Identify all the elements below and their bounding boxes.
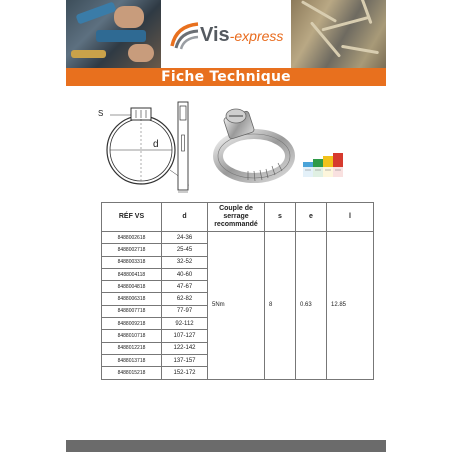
cell-d: 137-157 <box>162 354 208 366</box>
cell-ref: 8488009218 <box>102 318 162 330</box>
datasheet-page <box>66 0 386 452</box>
header-photo-tools <box>66 0 161 68</box>
label-d: d <box>153 139 159 150</box>
cell-d: 25-45 <box>162 244 208 256</box>
table-row <box>102 232 374 244</box>
cell-ref: 8488003318 <box>102 256 162 268</box>
quality-rating-badge <box>303 153 345 177</box>
cell-ref: 8488004818 <box>102 281 162 293</box>
col-header-ref: RÉF VS <box>102 203 162 232</box>
col-header-e: e <box>296 203 327 232</box>
hose-clamp-photo <box>208 100 300 192</box>
col-header-l: l <box>327 203 374 232</box>
vis-express-logo <box>170 20 284 50</box>
cell-ref: 8488015218 <box>102 367 162 379</box>
cell-d: 24-36 <box>162 232 208 244</box>
cell-ref: 8488002618 <box>102 232 162 244</box>
header-photo-screws <box>291 0 386 68</box>
table-header-row <box>102 203 374 232</box>
logo-brand-text: Vis <box>200 24 230 46</box>
cell-ref: 8488004118 <box>102 268 162 280</box>
cell-ref: 8488007718 <box>102 305 162 317</box>
cell-e: 0.63 <box>296 232 327 380</box>
header-banner <box>66 0 386 68</box>
col-header-couple: Couple de serrage recommandé <box>208 203 265 232</box>
cell-couple: 5Nm <box>208 232 265 380</box>
logo-suffix-text: -express <box>229 28 284 44</box>
cell-d: 107-127 <box>162 330 208 342</box>
col-header-s: s <box>265 203 296 232</box>
cell-ref: 8488012218 <box>102 342 162 354</box>
cell-d: 47-67 <box>162 281 208 293</box>
cell-ref: 8488013718 <box>102 354 162 366</box>
cell-l: 12.85 <box>327 232 374 380</box>
cell-d: 32-52 <box>162 256 208 268</box>
cell-d: 92-112 <box>162 318 208 330</box>
spec-table <box>101 202 374 380</box>
cell-ref: 8488006318 <box>102 293 162 305</box>
page-title: Fiche Technique <box>66 68 386 86</box>
cell-d: 122-142 <box>162 342 208 354</box>
hose-clamp-diagram <box>98 100 198 195</box>
logo-swoosh-icon <box>170 20 200 50</box>
cell-ref: 8488002718 <box>102 244 162 256</box>
cell-d: 62-82 <box>162 293 208 305</box>
cell-d: 40-60 <box>162 268 208 280</box>
col-header-d: d <box>162 203 208 232</box>
cell-d: 152-172 <box>162 367 208 379</box>
label-s: S <box>98 109 104 118</box>
footer-bar <box>66 440 386 452</box>
cell-s: 8 <box>265 232 296 380</box>
cell-ref: 8488010718 <box>102 330 162 342</box>
cell-d: 77-97 <box>162 305 208 317</box>
